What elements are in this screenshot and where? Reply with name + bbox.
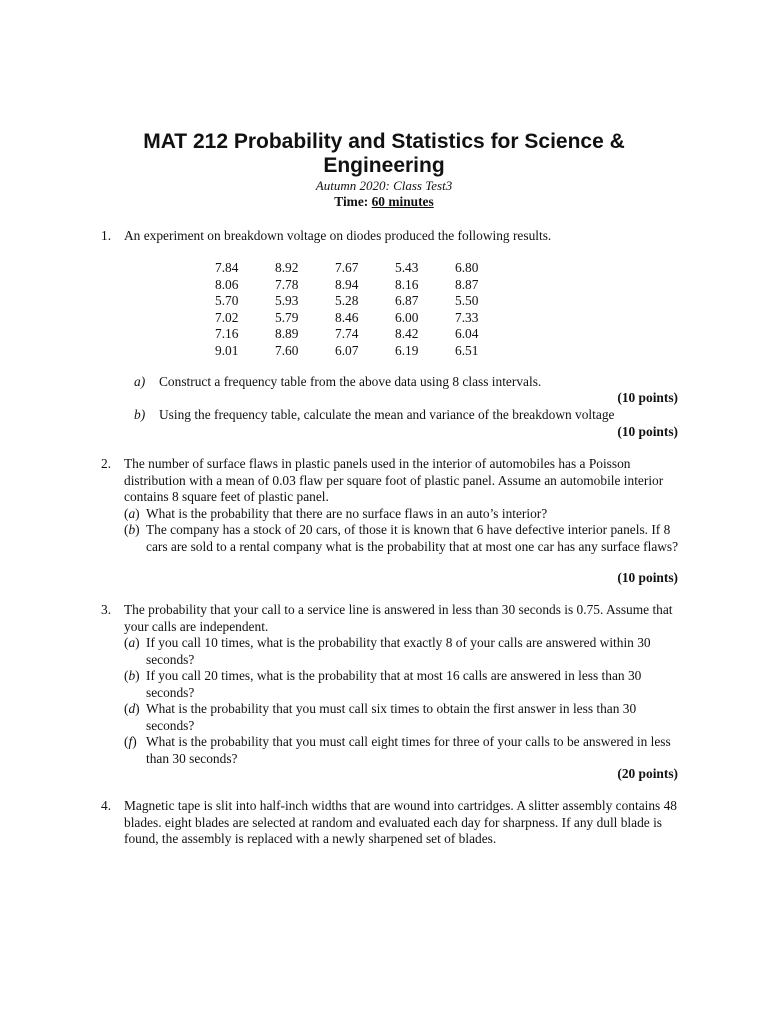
q2-item-text: The company has a stock of 20 cars, of those it is known that 6 have defective interior panels. If 8 cars are sold to a rental company what is the probability that at most one car has any surface flaws? [146,522,679,554]
q3-points: (20 points) [617,766,678,781]
table-cell: 8.92 [275,260,299,275]
subtitle: Autumn 2020: Class Test3 [315,178,453,193]
q1-a-points: (10 points) [617,390,678,405]
table-cell: 7.16 [215,326,239,342]
table-cell: 5.28 [335,293,359,309]
table-cell: 8.42 [395,326,419,342]
q4-text: Magnetic tape is slit into half-inch widths that are wound into cartridges. A slitter assembly contains 48 blades. eight blades are selected at random and evaluated each day for sharpness. If any dull blade is found, the assembly is replaced with a newly sharpened set of blades. [124,798,677,846]
list-item [124,522,680,555]
table-cell: 8.94 [335,276,359,292]
table-row [215,343,515,360]
table-cell: 6.51 [455,342,479,358]
table-cell: 7.02 [215,309,239,325]
q3-number: 3. [101,602,112,617]
table-cell: 7.84 [215,260,239,275]
time-value: 60 minutes [371,194,434,209]
q3-item-text: What is the probability that you must call eight times for three of your calls to be answered in less than 30 seconds? [146,734,671,766]
time-line [0,194,768,211]
table-cell: 7.33 [455,309,479,325]
table-row [215,293,515,310]
time-label: Time: [334,194,372,209]
table-cell: 6.07 [335,342,359,358]
table-row [215,326,515,343]
q2-item-label: (a) [124,505,140,521]
list-item [124,635,680,668]
table-row [215,277,515,294]
table-cell: 6.04 [455,326,479,342]
table-cell: 6.80 [455,260,479,275]
table-cell: 8.16 [395,276,419,292]
q3-block [124,602,680,767]
q2-block [124,456,680,555]
q2-item-label: (b) [124,522,140,537]
q3-item-text: If you call 20 times, what is the probability that at most 16 calls are answered in less than 30 seconds? [146,668,642,700]
q2-text: The number of surface flaws in plastic panels used in the interior of automobiles has a Poisson distribution with a mean of 0.03 flaw per square foot of plastic panel. Assume an automobile interior contains 8 square feet of plastic panel. [124,456,664,504]
q1-b-points: (10 points) [617,424,678,439]
table-cell: 8.46 [335,309,359,325]
q1-b-text: Using the frequency table, calculate the mean and variance of the breakdown voltage [159,407,615,422]
title-line-2: Engineering [323,154,445,177]
q1-text: An experiment on breakdown voltage on diodes produced the following results. [124,228,552,243]
q1-a-text: Construct a frequency table from the above data using 8 class intervals. [159,374,542,389]
list-item [124,701,680,734]
table-cell: 7.67 [335,260,359,275]
q1-number: 1. [101,228,112,243]
q3-item-label: (a) [124,635,140,650]
q3-item-text: What is the probability that you must call six times to obtain the first answer in less than 30 seconds? [146,701,637,733]
table-cell: 5.50 [455,293,479,309]
q1-data-table [215,260,515,360]
q3-item-label: (d) [124,701,140,716]
table-cell: 5.43 [395,260,419,275]
q3-item-label: (f) [124,734,137,749]
list-item [124,734,680,767]
q3-item-text: If you call 10 times, what is the probability that exactly 8 of your calls are answered within 30 seconds? [146,635,651,667]
q2-points: (10 points) [617,570,678,585]
q4-number: 4. [101,798,112,813]
q3-item-label: (b) [124,668,140,683]
table-cell: 6.00 [395,309,419,325]
table-cell: 7.74 [335,326,359,342]
table-cell: 5.70 [215,293,239,309]
table-cell: 8.87 [455,276,479,292]
table-cell: 5.79 [275,309,299,325]
table-cell: 5.93 [275,293,299,309]
table-cell: 8.89 [275,326,299,342]
list-item [124,668,680,701]
table-cell: 9.01 [215,342,239,358]
table-row [215,260,515,277]
q2-number: 2. [101,456,112,471]
q2-item-text: What is the probability that there are no surface flaws in an auto’s interior? [146,505,548,521]
q1-a-label: a) [134,374,146,389]
table-cell: 6.87 [395,293,419,309]
table-cell: 8.06 [215,276,239,292]
q3-text: The probability that your call to a service line is answered in less than 30 seconds is 0.75. Assume that your calls are independent. [124,602,673,634]
list-item [124,506,680,523]
q1-b-label: b) [134,407,146,422]
title-line-1: MAT 212 Probability and Statistics for Science & [143,130,625,153]
table-row [215,310,515,327]
table-cell: 6.19 [395,342,419,358]
table-cell: 7.60 [275,342,299,358]
table-cell: 7.78 [275,276,299,292]
